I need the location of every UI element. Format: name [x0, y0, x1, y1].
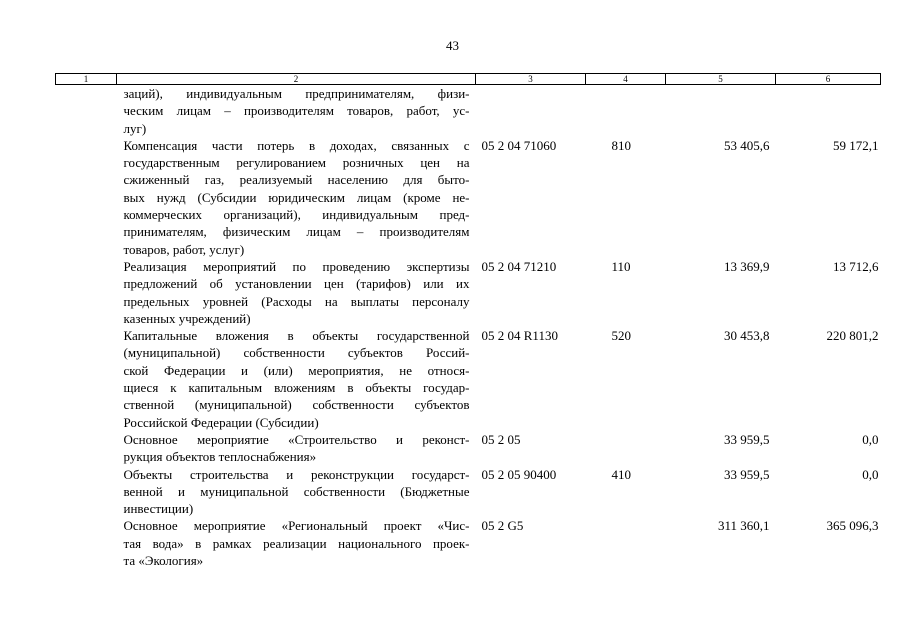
amount-year-1: 33 959,5 — [724, 466, 770, 482]
description-line: заций), индивидуальным предпринимателям, физи- — [123, 86, 470, 101]
expense-type-code — [586, 85, 666, 137]
expense-type-code: 810 — [611, 137, 631, 153]
amount-year-2: 0,0 — [862, 431, 879, 447]
row-description — [117, 431, 476, 466]
expense-type-code — [586, 517, 666, 569]
table-row — [56, 327, 881, 431]
row-number-cell — [56, 431, 117, 466]
expense-type-code: 410 — [611, 466, 631, 482]
amount-year-1: 311 360,1 — [717, 518, 770, 534]
amount-year-2: 365 096,3 — [826, 518, 879, 534]
row-description — [117, 137, 476, 258]
description-line: предложений об установлении цен (тарифов) или их — [123, 276, 470, 292]
amount-year-2: 220 801,2 — [826, 328, 879, 344]
table-row — [56, 517, 881, 569]
description-line: Объекты строительства и реконструкции государст- — [123, 466, 470, 482]
amount-year-1: 53 405,6 — [724, 137, 770, 153]
row-description — [117, 258, 476, 327]
target-article-code — [476, 85, 586, 137]
amount-year-1: 33 959,5 — [724, 431, 770, 447]
row-number-cell — [56, 517, 117, 569]
description-line: та «Экология» — [123, 553, 204, 569]
description-line: вых нужд (Субсидии юридическим лицам (кроме не- — [123, 189, 470, 205]
row-number-cell — [56, 85, 117, 137]
row-description — [117, 327, 476, 431]
target-article-code: 05 2 05 90400 — [481, 466, 557, 482]
expense-type-code: 520 — [611, 328, 631, 344]
header-col-1: 1 — [56, 74, 117, 85]
target-article-code: 05 2 G5 — [481, 518, 524, 534]
header-col-4: 4 — [586, 74, 666, 85]
amount-year-1 — [666, 85, 776, 137]
description-line: предельных уровней (Расходы на выплаты персоналу — [123, 293, 470, 309]
table-row — [56, 137, 881, 258]
description-line: принимателям, физическим лицам – производителям — [123, 224, 470, 240]
description-line: рукция объектов теплоснабжения» — [123, 449, 317, 465]
amount-year-1: 30 453,8 — [724, 328, 770, 344]
description-line: Компенсация части потерь в доходах, связанных с — [123, 137, 470, 153]
expense-type-code — [586, 431, 666, 466]
amount-year-2: 0,0 — [862, 466, 879, 482]
row-description — [117, 85, 476, 137]
header-col-6: 6 — [776, 74, 881, 85]
description-line: казенных учреждений) — [123, 310, 251, 326]
target-article-code: 05 2 04 R1130 — [481, 328, 558, 344]
target-article-code: 05 2 04 71210 — [481, 258, 557, 274]
row-number-cell — [56, 327, 117, 431]
description-line: Российской Федерации (Субсидии) — [123, 414, 319, 430]
description-line: Реализация мероприятий по проведению экспертизы — [123, 258, 470, 274]
amount-year-2: 13 712,6 — [833, 258, 879, 274]
amount-year-1: 13 369,9 — [724, 258, 770, 274]
description-line: Капитальные вложения в объекты государственной — [123, 328, 470, 344]
table-row — [56, 85, 881, 137]
description-line: коммерческих организаций), индивидуальным пред- — [123, 207, 470, 223]
description-line: ственной (муниципальной) собственности субъектов — [123, 397, 470, 413]
description-line: Основное мероприятие «Строительство и реконст- — [123, 431, 470, 447]
table-body — [56, 85, 881, 570]
header-col-3: 3 — [476, 74, 586, 85]
description-line: венной и муниципальной собственности (Бюджетные — [123, 483, 470, 499]
row-description — [117, 466, 476, 518]
table-row — [56, 466, 881, 518]
row-description — [117, 517, 476, 569]
row-number-cell — [56, 466, 117, 518]
description-line: государственным регулированием розничных цен на — [123, 155, 470, 171]
description-line: тая вода» в рамках реализации национального проек- — [123, 535, 470, 551]
target-article-code: 05 2 04 71060 — [481, 137, 557, 153]
header-col-2: 2 — [117, 74, 476, 85]
description-line: ской Федерации и (или) мероприятия, не относя- — [123, 362, 470, 378]
description-line: инвестиции) — [123, 501, 194, 517]
row-number-cell — [56, 258, 117, 327]
description-line: (муниципальной) собственности субъектов Россий- — [123, 345, 470, 361]
expense-type-code: 110 — [611, 258, 631, 274]
description-line: ческим лицам – производителям товаров, работ, ус- — [123, 103, 470, 119]
table-row — [56, 431, 881, 466]
amount-year-2 — [776, 85, 881, 137]
row-number-cell — [56, 137, 117, 258]
amount-year-2: 59 172,1 — [833, 137, 879, 153]
target-article-code: 05 2 05 — [481, 431, 521, 447]
description-line: товаров, работ, услуг) — [123, 241, 245, 257]
description-line: луг) — [123, 120, 147, 136]
table-row — [56, 258, 881, 327]
page-number: 43 — [446, 38, 459, 53]
description-line: Основное мероприятие «Региональный проект «Чис- — [123, 518, 470, 534]
description-line: щиеся к капитальным вложениям в объекты государ- — [123, 380, 470, 396]
budget-table — [55, 73, 881, 569]
description-line: сжиженный газ, реализуемый населению для быто- — [123, 172, 470, 188]
table-header — [56, 74, 881, 85]
header-col-5: 5 — [666, 74, 776, 85]
